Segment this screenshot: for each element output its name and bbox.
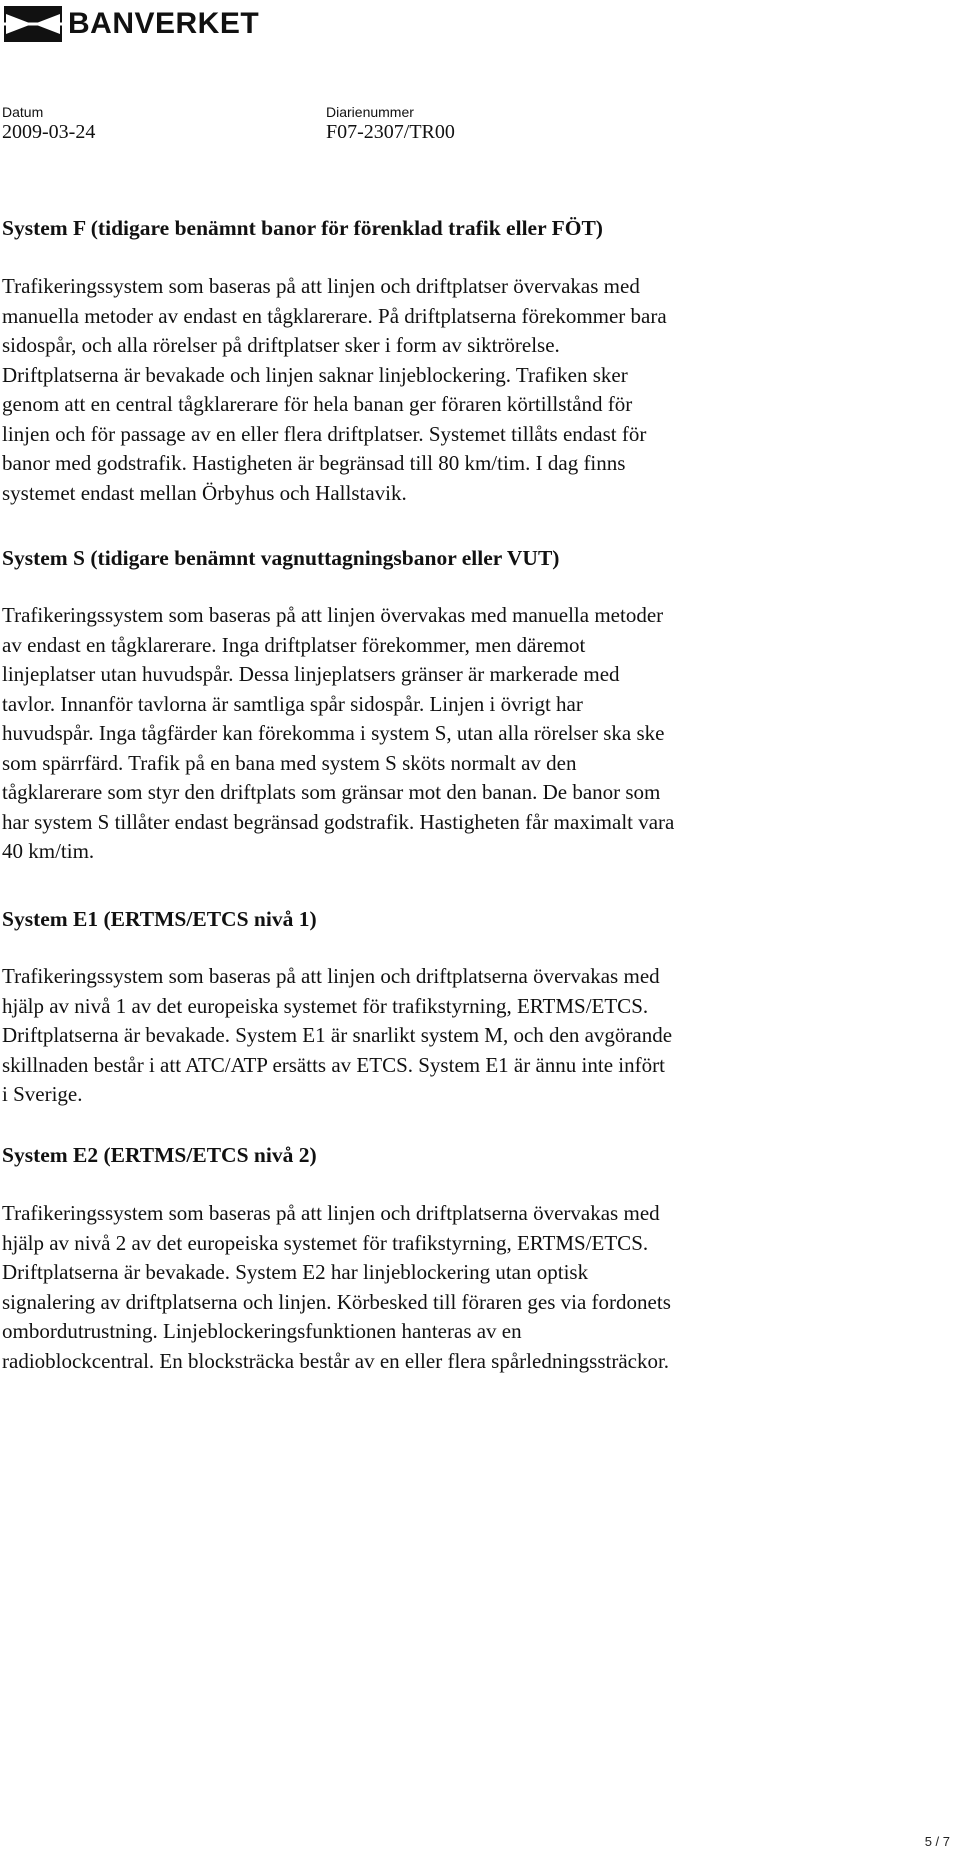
paragraph-line: hjälp av nivå 2 av det europeiska systemet för trafikstyrning, ERTMS/ETCS. (2, 1230, 649, 1255)
datum-label: Datum (2, 104, 44, 120)
paragraph-line: manuella metoder av endast en tågklarerare. På driftplatserna förekommer bara (2, 303, 667, 328)
section-heading-system-e1: System E1 (ERTMS/ETCS nivå 1) (2, 907, 317, 931)
paragraph-line: sidospår, och alla rörelser på driftplatser sker i form av siktrörelse. (2, 333, 560, 357)
paragraph-line: skillnaden består i att ATC/ATP ersätts av ETCS. System E1 är ännu inte infört (2, 1052, 665, 1077)
paragraph-line: Driftplatserna är bevakade. System E2 har linjeblockering utan optisk (2, 1260, 589, 1284)
paragraph-line: huvudspår. Inga tågfärder kan förekomma i system S, utan alla rörelser ska ske (2, 721, 665, 745)
paragraph-line: Driftplatserna är bevakade. System E1 är snarlikt system M, och den avgörande (2, 1023, 673, 1047)
diarienummer-label: Diarienummer (326, 104, 414, 120)
banverket-emblem-icon (4, 4, 62, 44)
logo-text: BANVERKET (68, 7, 260, 40)
paragraph-system-s (2, 601, 852, 867)
section-heading-system-e2: System E2 (ERTMS/ETCS nivå 2) (2, 1143, 317, 1167)
paragraph-line: linjen och för passage av en eller flera driftplatser. Systemet tillåts endast för (2, 421, 647, 446)
paragraph-line: Trafikeringssystem som baseras på att linjen och driftplatserna övervakas med (2, 1201, 660, 1225)
section-heading-system-s: System S (tidigare benämnt vagnuttagningsbanor eller VUT) (2, 546, 560, 570)
paragraph-line: ombordutrustning. Linjeblockeringsfunktionen hanteras av en (2, 1319, 522, 1343)
paragraph-system-f (2, 272, 852, 508)
section-heading-system-f: System F (tidigare benämnt banor för förenklad trafik eller FÖT) (2, 216, 603, 240)
paragraph-system-e1 (2, 962, 852, 1110)
page-number: 5 / 7 (924, 1834, 950, 1849)
paragraph-line: signalering av driftplatserna och linjen. Körbesked till föraren ges via fordonets (2, 1289, 671, 1314)
paragraph-line: har system S tillåter endast begränsad godstrafik. Hastigheten får maximalt vara (2, 809, 675, 834)
paragraph-line: Trafikeringssystem som baseras på att linjen övervakas med manuella metoder (2, 603, 664, 627)
paragraph-line: hjälp av nivå 1 av det europeiska systemet för trafikstyrning, ERTMS/ETCS. (2, 993, 649, 1018)
paragraph-line: genom att en central tågklarerare för hela banan ger föraren körtillstånd för (2, 392, 633, 416)
paragraph-line: av endast en tågklarerare. Inga driftplatser förekommer, men däremot (2, 632, 586, 657)
diarienummer-value: F07-2307/TR00 (326, 121, 455, 143)
paragraph-line: linjeplatser utan huvudspår. Dessa linjeplatsers gränser är markerade med (2, 662, 620, 686)
paragraph-line: tavlor. Innanför tavlorna är samtliga spår sidospår. Linjen i övrigt har (2, 691, 583, 716)
paragraph-line: Trafikeringssystem som baseras på att linjen och driftplatserna övervakas med (2, 964, 660, 988)
paragraph-line: i Sverige. (2, 1082, 83, 1106)
paragraph-line: radioblockcentral. En blocksträcka består av en eller flera spårledningssträckor. (2, 1348, 670, 1373)
paragraph-line: systemet endast mellan Örbyhus och Hallstavik. (2, 480, 407, 505)
paragraph-line: Trafikeringssystem som baseras på att linjen och driftplatser övervakas med (2, 274, 640, 298)
paragraph-line: som spärrfärd. Trafik på en bana med system S sköts normalt av den (2, 750, 577, 775)
paragraph-line: banor med godstrafik. Hastigheten är begränsad till 80 km/tim. I dag finns (2, 451, 626, 475)
paragraph-line: 40 km/tim. (2, 839, 95, 863)
datum-value: 2009-03-24 (2, 121, 96, 143)
paragraph-line: tågklarerare som styr den driftplats som gränsar mot den banan. De banor som (2, 780, 661, 804)
banverket-logo (4, 2, 259, 46)
paragraph-line: Driftplatserna är bevakade och linjen saknar linjeblockering. Trafiken sker (2, 362, 628, 387)
paragraph-system-e2 (2, 1199, 852, 1376)
